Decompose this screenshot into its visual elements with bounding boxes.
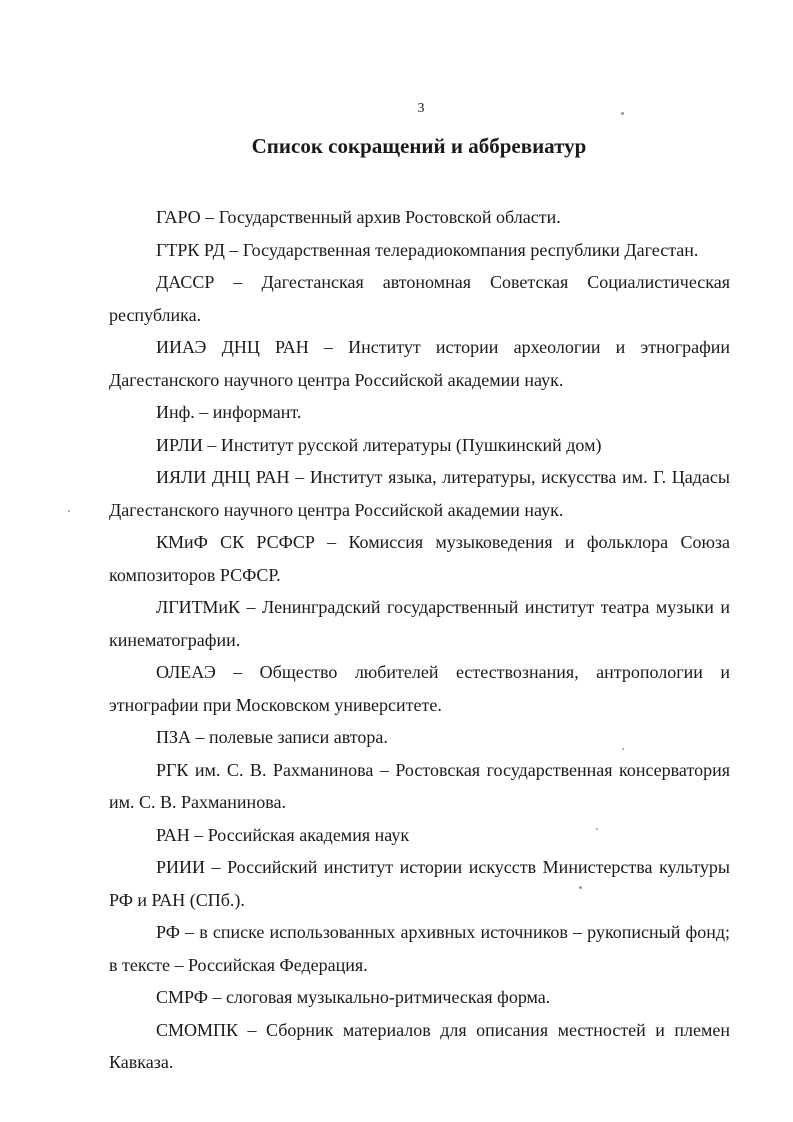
abbreviation-entry: [109, 201, 730, 234]
abbreviation-term: ГАРО: [156, 207, 201, 227]
abbreviation-entry: [109, 851, 730, 916]
abbreviation-definition: – Общество любителей естествознания, антропологии и этнографии при Московском университете.: [109, 662, 730, 715]
abbreviation-entry: [109, 981, 730, 1014]
page-number: 3: [417, 101, 425, 116]
abbreviation-term: КМиФ СК РСФСР: [156, 532, 315, 552]
scan-speck: [622, 748, 624, 750]
abbreviation-definition: – Российский институт истории искусств Министерства культуры РФ и РАН (СПб.).: [109, 857, 730, 910]
abbreviation-entry: [109, 234, 730, 267]
abbreviation-entry: [109, 656, 730, 721]
abbreviation-definition: – Институт русской литературы (Пушкинский дом): [202, 434, 602, 455]
scan-speck: [579, 886, 582, 889]
abbreviation-definition: – Институт истории археологии и этнографии Дагестанского научного центра Российской академии наук.: [109, 337, 730, 390]
abbreviation-term: РИИИ: [156, 857, 206, 877]
abbreviation-definition: – Государственная телерадиокомпания республики Дагестан.: [224, 239, 699, 260]
abbreviation-definition: – Государственный архив Ростовской области.: [200, 207, 561, 227]
abbreviation-definition: – Ростовская государственная консерватория им. С. В. Рахманинова.: [109, 759, 730, 812]
abbreviation-definition: – информант.: [194, 402, 302, 422]
abbreviation-entry: [109, 331, 730, 396]
abbreviation-definition: – полевые записи автора.: [191, 727, 388, 747]
abbreviation-term: СМОМПК: [156, 1019, 239, 1040]
abbreviation-entry: [109, 916, 730, 981]
abbreviation-entry: [109, 266, 730, 331]
abbreviation-entry: [109, 429, 730, 462]
abbreviation-term: РФ: [156, 922, 180, 942]
abbreviation-definition: – Ленинградский государственный институт театра музыки и кинематографии.: [109, 597, 730, 650]
abbreviation-term: ДАССР: [156, 272, 215, 292]
scan-speck: [596, 828, 598, 830]
scan-speck: [621, 112, 624, 115]
abbreviation-term: СМРФ: [156, 987, 208, 1007]
abbreviation-entry: [109, 526, 730, 591]
abbreviation-term: ГТРК РД: [156, 239, 225, 260]
abbreviation-definition: – Сборник материалов для описания местностей и племен Кавказа.: [109, 1019, 730, 1072]
abbreviation-definition: – Российская академия наук: [189, 824, 410, 845]
abbreviation-term: ИИАЭ ДНЦ РАН: [156, 337, 309, 357]
abbreviation-entry: [109, 819, 730, 852]
abbreviation-definition: – в списке использованных архивных источников – рукописный фонд; в тексте – Российская Федерация.: [109, 922, 730, 975]
page-title: Список сокращений и аббревиатур: [251, 134, 587, 158]
abbreviation-term: ПЗА: [156, 727, 192, 747]
abbreviation-term: ОЛЕАЭ: [156, 662, 216, 682]
abbreviation-term: РГК им. С. В. Рахманинова: [156, 759, 374, 780]
abbreviation-definition: – Комиссия музыковедения и фольклора Союза композиторов РСФСР.: [109, 532, 730, 585]
abbreviation-definition: – слоговая музыкально-ритмическая форма.: [207, 987, 551, 1007]
abbreviation-entry: [109, 1014, 730, 1079]
abbreviation-definition: – Институт языка, литературы, искусства им. Г. Цадасы Дагестанского научного центра Российской академии наук.: [109, 467, 731, 520]
abbreviation-term: РАН: [156, 824, 190, 845]
abbreviation-term: ЛГИТМиК: [156, 597, 241, 617]
abbreviation-definition: – Дагестанская автономная Советская Социалистическая республика.: [109, 272, 730, 325]
abbreviation-list: [109, 201, 730, 1079]
abbreviation-term: Инф.: [156, 402, 195, 422]
scan-speck: [68, 510, 70, 512]
abbreviation-entry: [109, 754, 730, 819]
abbreviation-term: ИЯЛИ ДНЦ РАН: [156, 467, 290, 487]
abbreviation-entry: [109, 721, 730, 754]
abbreviation-term: ИРЛИ: [156, 434, 203, 455]
abbreviation-entry: [109, 461, 730, 526]
abbreviation-entry: [109, 396, 730, 429]
abbreviation-entry: [109, 591, 730, 656]
